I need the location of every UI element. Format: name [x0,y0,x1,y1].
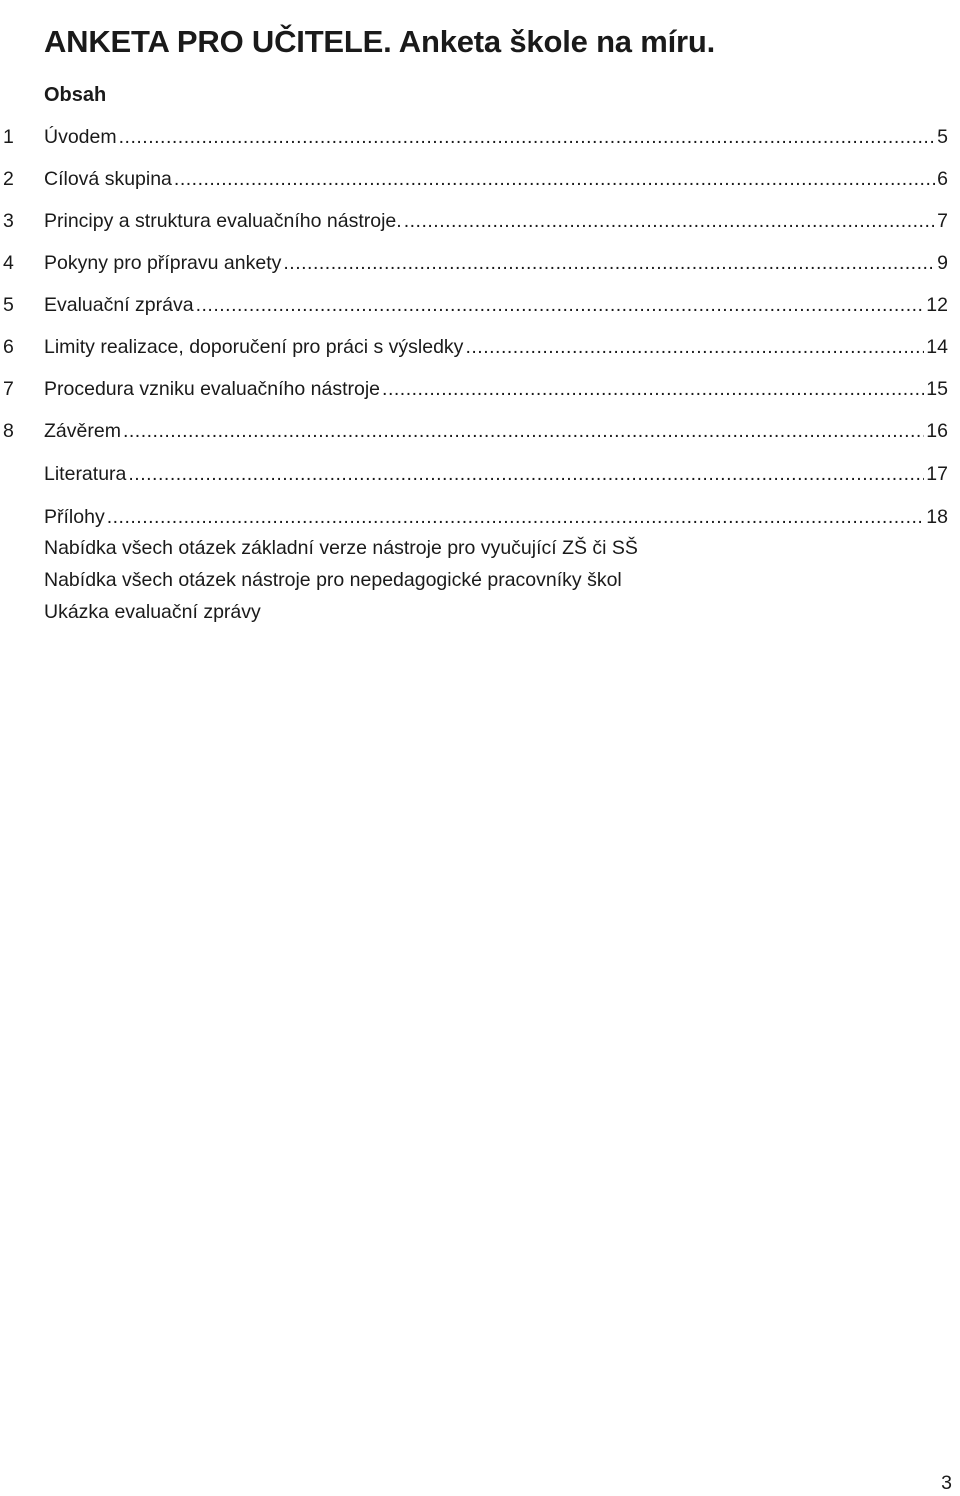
toc-entry-page: 17 [926,463,948,485]
toc-entry-number: 8 [3,420,14,442]
toc-entry-page: 12 [926,294,948,316]
toc-entry-label: Literatura [44,463,127,485]
toc-leader-dots [196,292,925,318]
toc-entry[interactable] [0,376,948,402]
toc-entry[interactable] [0,292,948,318]
toc-entry-number: 4 [3,252,14,274]
toc-entry[interactable] [0,334,948,360]
toc-entry-label: Pokyny pro přípravu ankety [44,252,282,274]
toc-entry-number: 1 [3,126,14,148]
toc-leader-dots [283,250,935,276]
toc-entry-number: 7 [3,378,14,400]
toc-entry-label: Procedura vzniku evaluačního nástroje [44,378,381,400]
toc-entry-page: 5 [937,126,948,148]
toc-entry[interactable] [0,250,948,276]
toc-leader-dots [107,504,925,530]
toc-entry-number: 2 [3,168,14,190]
toc-leader-dots [382,376,924,402]
page-number: 3 [941,1472,952,1494]
toc-entry-label: Limity realizace, doporučení pro práci s výsledky [44,336,464,358]
toc-entry-page: 15 [926,378,948,400]
toc-entry-label: Principy a struktura evaluačního nástroje. [44,210,402,232]
toc-entry[interactable] [0,418,948,444]
toc-entry-page: 14 [926,336,948,358]
toc-entry-label: Evaluační zpráva [44,294,194,316]
toc-entry[interactable] [0,166,948,192]
toc-entry-page: 16 [926,420,948,442]
toc-leader-dots [123,418,924,444]
toc-entry-page: 6 [937,168,948,190]
toc-entry-number: 5 [3,294,14,316]
toc-entry-label: Přílohy [44,506,105,528]
toc-entry-page: 9 [937,252,948,274]
toc-leader-dots [465,334,924,360]
toc-leader-dots [174,166,935,192]
toc-entry-label: Cílová skupina [44,168,172,190]
toc-entry-number: 3 [3,210,14,232]
toc-entry[interactable] [0,124,948,150]
toc-entry[interactable] [0,208,948,234]
toc-entry-label: Závěrem [44,420,121,442]
toc-entry-page: 18 [926,506,948,528]
toc-entry[interactable] [0,461,948,487]
toc-entry-label: Úvodem [44,126,117,148]
toc-entry-page: 7 [937,210,948,232]
document-title: ANKETA PRO UČITELE. Anketa škole na míru. [44,23,716,59]
appendix-item: Nabídka všech otázek základní verze nástroje pro vyučující ZŠ či SŠ [44,537,638,559]
appendix-item: Ukázka evaluační zprávy [44,601,261,623]
toc-leader-dots [128,461,924,487]
toc-leader-dots [404,208,935,234]
toc-entry-number: 6 [3,336,14,358]
toc-heading: Obsah [44,84,107,106]
toc-entry[interactable] [0,504,948,530]
toc-leader-dots [119,124,936,150]
appendix-item: Nabídka všech otázek nástroje pro nepedagogické pracovníky škol [44,569,622,591]
